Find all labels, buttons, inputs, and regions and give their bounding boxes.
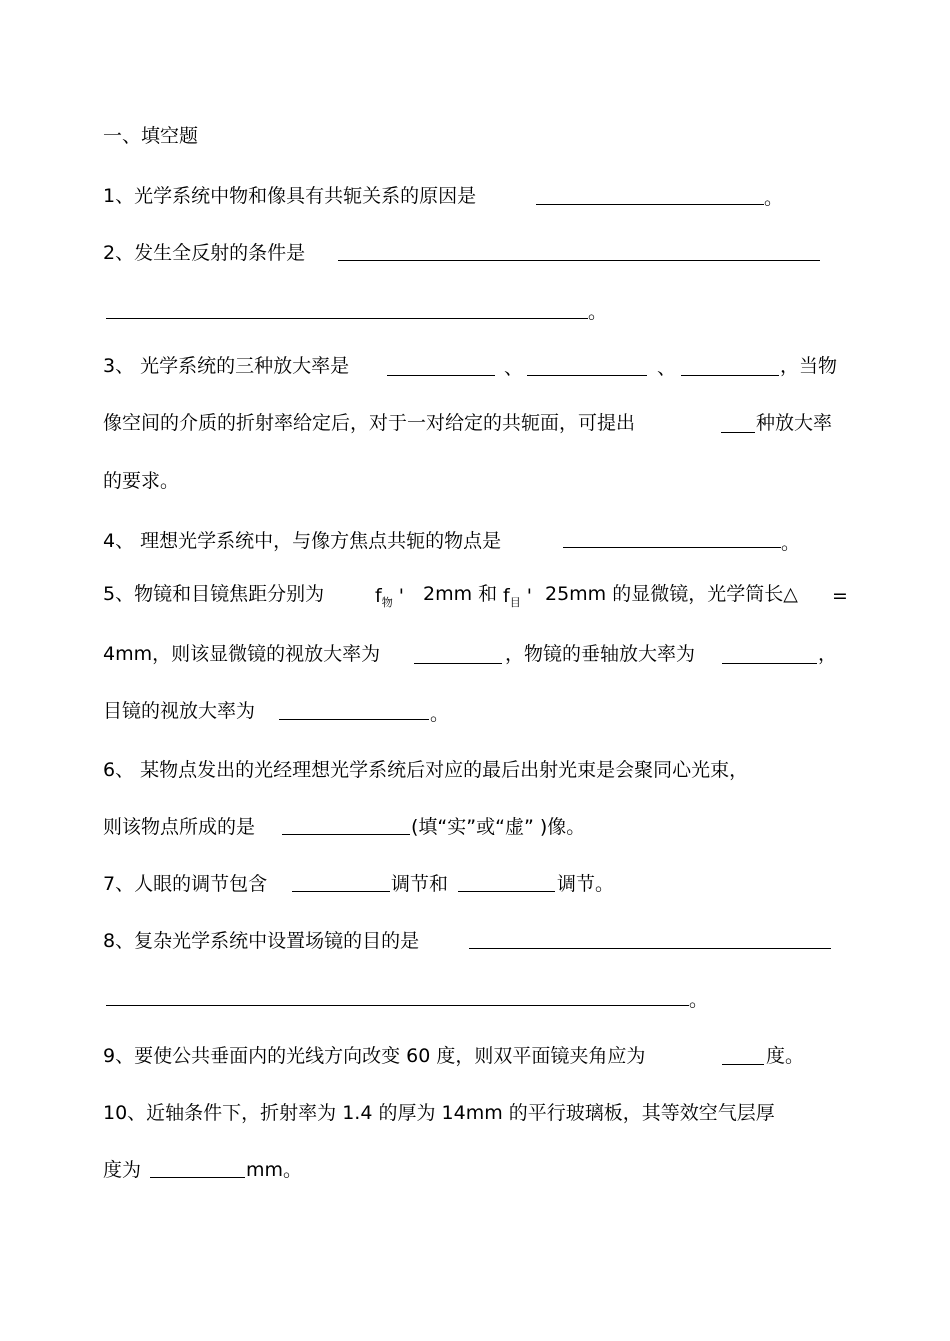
answer-blank-2a[interactable] xyxy=(338,260,820,261)
question-5-text: 5、物镜和目镜焦距分别为 xyxy=(103,583,325,605)
question-7-text: 7、人眼的调节包含 xyxy=(103,873,268,895)
question-3-tail: ，当物 xyxy=(780,355,838,377)
answer-blank-6[interactable] xyxy=(282,834,410,835)
section-title: 一、填空题 xyxy=(103,125,199,147)
question-1-text: 1、光学系统中物和像具有共轭关系的原因是 xyxy=(103,185,477,207)
prime-mark: ' xyxy=(526,585,532,607)
answer-blank-4[interactable] xyxy=(563,547,781,548)
question-8-end: 。 xyxy=(689,989,709,1011)
answer-blank-8a[interactable] xyxy=(469,948,831,949)
question-5-end: 。 xyxy=(430,703,450,725)
answer-blank-8b[interactable] xyxy=(106,1005,689,1006)
answer-blank-9[interactable] xyxy=(722,1064,764,1065)
question-2-text: 2、发生全反射的条件是 xyxy=(103,242,306,264)
question-5-line2c: ， xyxy=(818,643,838,665)
prime-mark: ' xyxy=(398,585,404,607)
question-10-line2: 度为 xyxy=(103,1159,142,1181)
question-9-end: 度。 xyxy=(766,1045,805,1067)
question-8-text: 8、复杂光学系统中设置场镜的目的是 xyxy=(103,930,420,952)
question-3-sep2: 、 xyxy=(657,357,677,379)
question-4-end: 。 xyxy=(781,532,801,554)
question-3-sep1: 、 xyxy=(504,357,524,379)
question-4-text: 4、 理想光学系统中，与像方焦点共轭的物点是 xyxy=(103,530,502,552)
question-6-line2-tail: (填“实”或“虚” )像。 xyxy=(411,816,586,838)
answer-blank-7a[interactable] xyxy=(292,891,390,892)
question-3-line2: 像空间的介质的折射率给定后，对于一对给定的共轭面，可提出 xyxy=(103,412,636,434)
answer-blank-5c[interactable] xyxy=(279,719,429,720)
question-5-value1: 2mm 和 xyxy=(423,583,498,605)
answer-blank-2b[interactable] xyxy=(106,318,588,319)
answer-blank-5a[interactable] xyxy=(414,663,502,664)
question-5-value2: 25mm 的显微镜，光学筒长△ xyxy=(545,583,798,605)
question-3-line2-tail: 种放大率 xyxy=(756,412,833,434)
answer-blank-10[interactable] xyxy=(150,1177,245,1178)
question-5-equals: = xyxy=(832,585,848,607)
answer-blank-5b[interactable] xyxy=(722,663,817,664)
question-10-text: 10、近轴条件下，折射率为 1.4 的厚为 14mm 的平行玻璃板，其等效空气层厚 xyxy=(103,1102,775,1124)
focal-length-objective: $f_物$ ' xyxy=(375,585,404,609)
answer-blank-3a[interactable] xyxy=(387,375,495,376)
question-5-line3: 目镜的视放大率为 xyxy=(103,700,256,722)
question-6-text: 6、 某物点发出的光经理想光学系统后对应的最后出射光束是会聚同心光束， xyxy=(103,759,749,781)
question-9-text: 9、要使公共垂面内的光线方向改变 60 度，则双平面镜夹角应为 xyxy=(103,1045,646,1067)
question-3-text: 3、 光学系统的三种放大率是 xyxy=(103,355,350,377)
answer-blank-3b[interactable] xyxy=(527,375,647,376)
question-5-line2b: ，物镜的垂轴放大率为 xyxy=(505,643,696,665)
subscript-objective: 物 xyxy=(381,596,393,609)
question-10-end: mm。 xyxy=(246,1159,303,1181)
question-7-end: 调节。 xyxy=(557,873,615,895)
answer-blank-1[interactable] xyxy=(536,204,764,205)
focal-length-eyepiece: $f_目$ ' xyxy=(503,585,532,609)
answer-blank-7b[interactable] xyxy=(458,891,555,892)
question-3-line3: 的要求。 xyxy=(103,470,180,492)
answer-blank-3d[interactable] xyxy=(721,432,755,433)
question-2-end: 。 xyxy=(588,301,608,323)
question-5-line2a: 4mm，则该显微镜的视放大率为 xyxy=(103,643,381,665)
question-7-mid: 调节和 xyxy=(391,873,449,895)
answer-blank-3c[interactable] xyxy=(681,375,779,376)
question-1-end: 。 xyxy=(764,187,784,209)
question-6-line2: 则该物点所成的是 xyxy=(103,816,256,838)
subscript-eyepiece: 目 xyxy=(509,596,521,609)
